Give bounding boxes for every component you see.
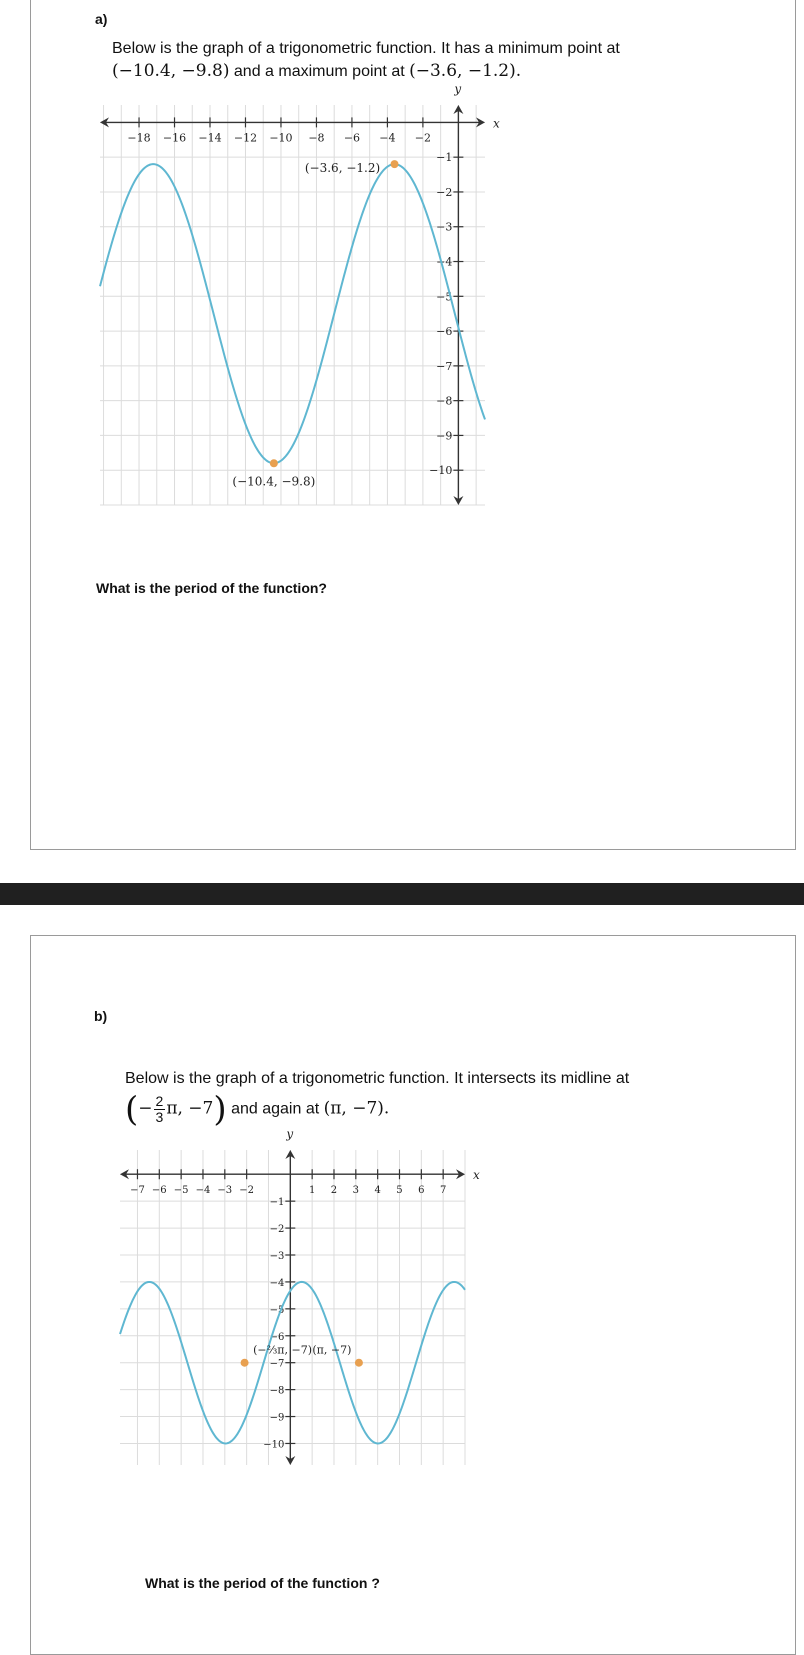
function-curve <box>100 164 485 463</box>
y-tick-label: −10 <box>263 1439 285 1451</box>
x-tick-label: −18 <box>127 131 151 145</box>
point-label: (π, −7) <box>312 1343 352 1357</box>
y-tick-label: −6 <box>436 325 453 339</box>
y-tick-label: −7 <box>436 359 453 373</box>
x-tick-label: 1 <box>308 1185 316 1197</box>
y-tick-label: −2 <box>436 185 453 199</box>
x-tick-label: −4 <box>379 131 396 145</box>
y-tick-label: −8 <box>269 1385 285 1397</box>
x-tick-label: −4 <box>195 1185 211 1197</box>
y-tick-label: −9 <box>436 429 453 443</box>
part-b-point2: (π, −7). <box>323 1098 390 1119</box>
y-tick-label: −6 <box>269 1331 285 1343</box>
x-tick-label: −5 <box>173 1185 189 1197</box>
y-tick-label: −3 <box>269 1251 285 1262</box>
x-tick-label: −6 <box>343 131 361 145</box>
x-tick-label: 7 <box>439 1185 447 1197</box>
y-tick-label: −1 <box>436 151 453 165</box>
y-tick-label: −1 <box>269 1197 285 1209</box>
x-tick-label: 6 <box>418 1185 425 1197</box>
x-tick-label: −10 <box>269 131 293 145</box>
highlighted-point <box>270 459 278 467</box>
y-tick-label: −4 <box>436 255 453 269</box>
y-tick-label: −5 <box>436 290 453 304</box>
part-a-question: What is the period of the function? <box>96 580 327 596</box>
part-a-min-point: (−10.4, −9.8) <box>112 61 230 81</box>
y-axis-label: y <box>454 82 462 96</box>
point-label: (−10.4, −9.8) <box>232 474 316 489</box>
x-tick-label: −2 <box>414 131 432 145</box>
fraction-two-thirds: $\frac{2}{3}$ <box>155 1093 164 1125</box>
x-axis-label: x <box>493 116 500 131</box>
x-tick-label: 3 <box>352 1185 360 1197</box>
y-axis-label: y <box>286 1127 294 1141</box>
x-tick-label: 5 <box>396 1185 403 1197</box>
x-axis-label: x <box>473 1168 480 1183</box>
part-a-statement <box>112 38 762 83</box>
y-tick-label: −8 <box>436 394 453 408</box>
x-tick-label: −2 <box>239 1185 255 1197</box>
x-tick-label: −14 <box>198 131 222 145</box>
part-a-statement-text: Below is the graph of a trigonometric function. It has a minimum point at <box>112 40 620 57</box>
x-tick-label: 2 <box>330 1185 338 1197</box>
x-tick-label: −7 <box>130 1185 145 1197</box>
x-tick-label: 4 <box>374 1185 381 1197</box>
part-b-label: b) <box>94 1008 108 1024</box>
x-tick-label: −16 <box>162 131 187 145</box>
y-tick-label: −9 <box>269 1412 285 1424</box>
highlighted-point <box>391 160 399 168</box>
part-b-statement-text: Below is the graph of a trigonometric function. It intersects its midline at <box>125 1070 630 1087</box>
part-a-label: a) <box>95 11 108 27</box>
part-a-max-point: (−3.6, −1.2). <box>409 61 522 81</box>
graph-a <box>100 82 530 535</box>
x-tick-label: −12 <box>233 131 258 145</box>
y-tick-label: −2 <box>269 1224 285 1236</box>
graph-b <box>120 1127 520 1550</box>
part-b-statement <box>125 1068 775 1130</box>
y-tick-label: −7 <box>269 1358 285 1370</box>
x-tick-label: −3 <box>217 1185 233 1197</box>
y-tick-label: −3 <box>436 220 453 234</box>
part-b-point1: (− $\frac{2}{3}$ π, −7) <box>125 1089 227 1130</box>
section-divider <box>0 883 804 905</box>
x-tick-label: −8 <box>308 131 325 145</box>
x-tick-label: −6 <box>151 1185 167 1197</box>
point-label: (−3.6, −1.2) <box>304 161 381 176</box>
part-b-and: and again at <box>231 1100 320 1118</box>
part-a-and: and a maximum point at <box>233 63 405 80</box>
y-tick-label: −10 <box>429 464 453 478</box>
highlighted-point <box>241 1359 249 1367</box>
y-tick-label: −5 <box>269 1304 285 1316</box>
y-tick-label: −4 <box>269 1277 285 1289</box>
part-b-question: What is the period of the function ? <box>145 1575 380 1591</box>
point-label: (−⅔π, −7) <box>253 1343 313 1357</box>
highlighted-point <box>355 1359 363 1367</box>
